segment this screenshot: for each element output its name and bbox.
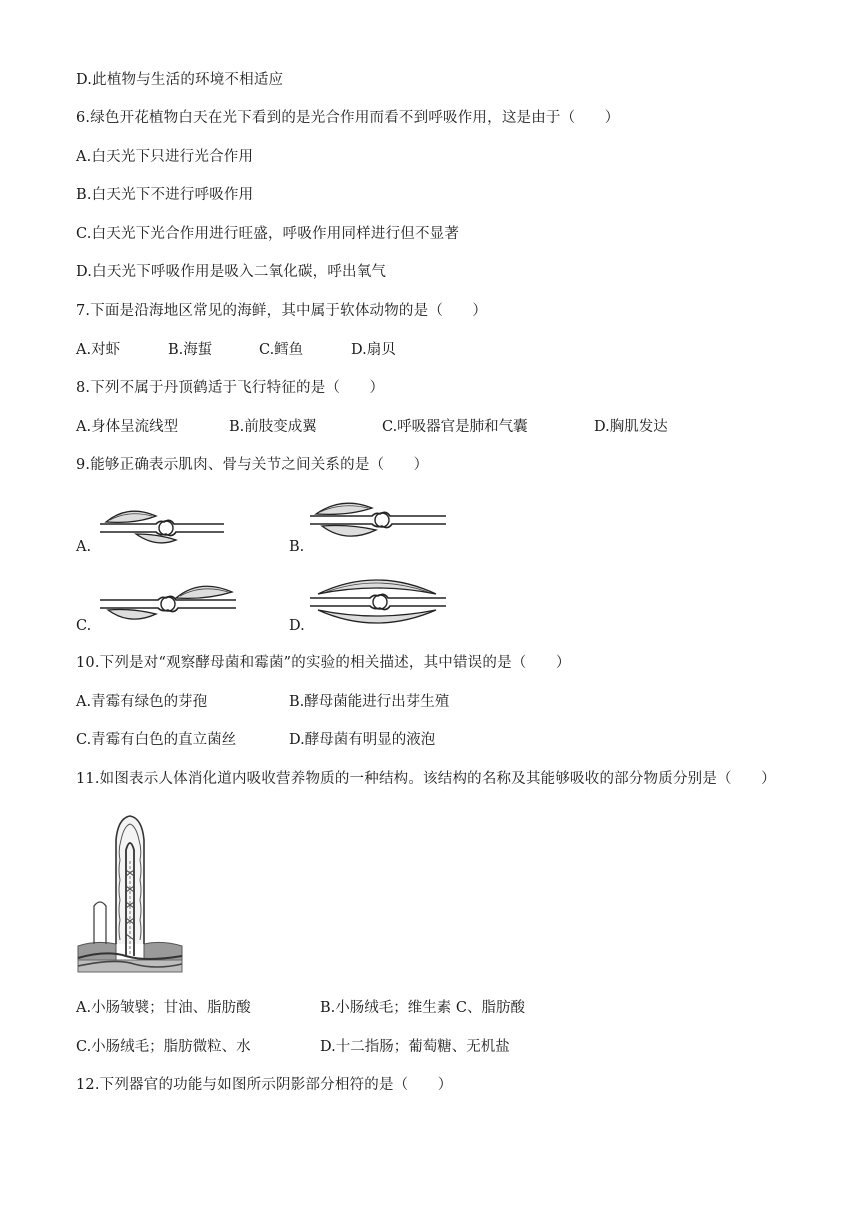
q9-label-a: A. bbox=[76, 539, 92, 555]
q12-stem: 12.下列器官的功能与如图所示阴影部分相符的是（ ） bbox=[76, 1077, 453, 1093]
q11-option-d: D.十二指肠；葡萄糖、无机盐 bbox=[320, 1039, 510, 1055]
q11-option-c: C.小肠绒毛；脂肪微粒、水 bbox=[76, 1039, 251, 1055]
q9-label-d: D. bbox=[289, 618, 305, 634]
q10-option-d: D.酵母菌有明显的液泡 bbox=[289, 732, 436, 748]
q11-option-b: B.小肠绒毛；维生素 C、脂肪酸 bbox=[320, 1000, 525, 1016]
q5-option-d: D.此植物与生活的环境不相适应 bbox=[76, 72, 284, 88]
q6-option-b: B.白天光下不进行呼吸作用 bbox=[76, 187, 254, 203]
q6-option-d: D.白天光下呼吸作用是吸入二氧化碳，呼出氧气 bbox=[76, 264, 387, 280]
q11-stem: 11.如图表示人体消化道内吸收营养物质的一种结构。该结构的名称及其能够吸收的部分物质分别是（ ） bbox=[76, 771, 776, 787]
q10-stem: 10.下列是对“观察酵母菌和霉菌”的实验的相关描述，其中错误的是（ ） bbox=[76, 655, 571, 671]
q9-figure-b bbox=[306, 494, 452, 550]
q11-option-a: A.小肠皱襞；甘油、脂肪酸 bbox=[76, 1000, 251, 1016]
q6-option-a: A.白天光下只进行光合作用 bbox=[76, 149, 254, 165]
q10-option-a: A.青霉有绿色的芽孢 bbox=[76, 694, 208, 710]
q8-stem: 8.下列不属于丹顶鹤适于飞行特征的是（ ） bbox=[76, 380, 385, 396]
q9-stem: 9.能够正确表示肌肉、骨与关节之间关系的是（ ） bbox=[76, 457, 429, 473]
q9-figure-c bbox=[96, 574, 246, 630]
q7-option-a: A.对虾 bbox=[76, 342, 121, 358]
q9-figure-a bbox=[96, 500, 246, 552]
q8-option-b: B.前肢变成翼 bbox=[229, 419, 317, 435]
q9-label-b: B. bbox=[289, 539, 305, 555]
q10-option-b: B.酵母菌能进行出芽生殖 bbox=[289, 694, 450, 710]
q8-option-d: D.胸肌发达 bbox=[594, 419, 668, 435]
q6-stem: 6.绿色开花植物白天在光下看到的是光合作用而看不到呼吸作用，这是由于（ ） bbox=[76, 110, 620, 126]
q7-option-b: B.海蜇 bbox=[168, 342, 213, 358]
q8-option-a: A.身体呈流线型 bbox=[76, 419, 179, 435]
q6-option-c: C.白天光下光合作用进行旺盛，呼吸作用同样进行但不显著 bbox=[76, 226, 460, 242]
q9-figure-d bbox=[306, 570, 452, 630]
q7-option-d: D.扇贝 bbox=[351, 342, 396, 358]
q7-option-c: C.鳕鱼 bbox=[259, 342, 304, 358]
q10-option-c: C.青霉有白色的直立菌丝 bbox=[76, 732, 237, 748]
q7-stem: 7.下面是沿海地区常见的海鲜，其中属于软体动物的是（ ） bbox=[76, 303, 488, 319]
q8-option-c: C.呼吸器官是肺和气囊 bbox=[382, 419, 528, 435]
q9-label-c: C. bbox=[76, 618, 92, 634]
q11-villus-figure bbox=[76, 810, 184, 976]
